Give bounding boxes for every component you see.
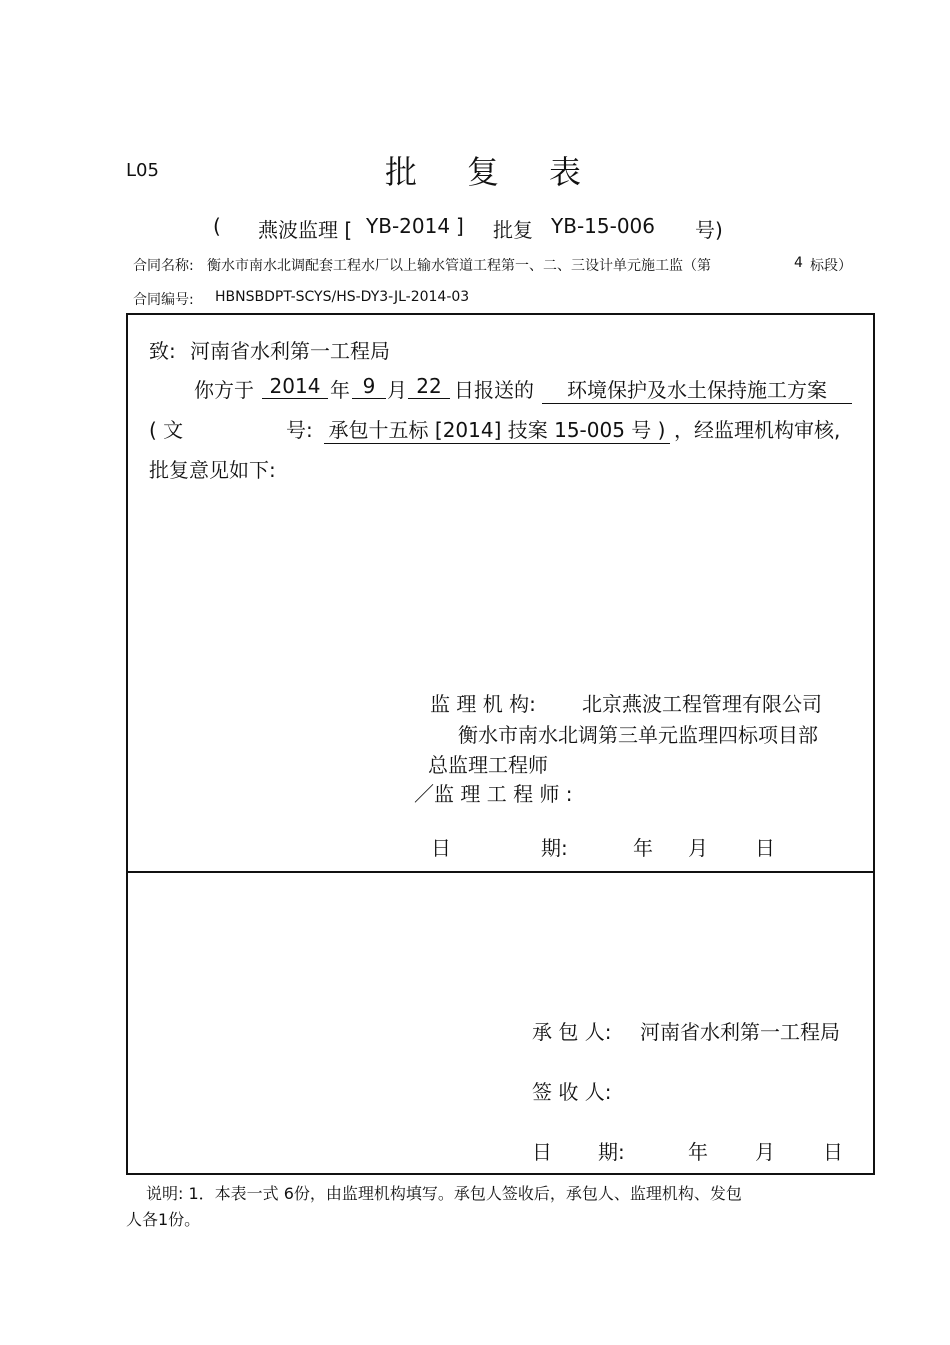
section-divider <box>128 871 873 873</box>
supervisor-date-label: 日 <box>431 836 451 860</box>
contract-no-value: HBNSBDPT-SCYS/HS-DY3-JL-2014-03 <box>215 289 470 305</box>
ref-open: ( <box>213 214 221 238</box>
ref-number: YB-15-006 <box>551 214 655 238</box>
doc-open: ( 文 <box>149 418 184 442</box>
subject-value: 环境保护及水土保持施工方案 <box>542 374 852 404</box>
day-submitted-text: 日报送的 <box>454 378 534 402</box>
submit-day: 22 <box>408 374 450 399</box>
title-char-2: 复 <box>467 153 500 191</box>
contractor-label: 承 包 人: <box>532 1020 612 1044</box>
receiver-label: 签 收 人: <box>532 1080 612 1104</box>
supervisor-month-label: 月 <box>688 836 708 860</box>
submit-month: 9 <box>352 374 386 399</box>
contractor-date-label-2: 期: <box>598 1140 625 1164</box>
supervising-engineer-label: ／监 理 工 程 师 : <box>414 782 573 806</box>
ref-year-code: YB-2014 <box>366 214 451 238</box>
review-text: ，经监理机构审核, <box>674 418 841 442</box>
contractor-month-label: 月 <box>755 1140 775 1164</box>
note-line-1: 说明: 1．本表一式 6份，由监理机构填写。承包人签收后，承包人、监理机构、发包 <box>146 1184 742 1203</box>
ref-org: 燕波监理 [ <box>258 218 353 242</box>
doc-number: 承包十五标 [2014] 技案 15-005 号 ) <box>324 414 670 444</box>
contractor-year-label: 年 <box>688 1140 708 1164</box>
chief-engineer-label: 总监理工程师 <box>428 753 548 777</box>
ref-type: 批复 <box>493 218 533 242</box>
supervisor-date-label-2: 期: <box>541 836 568 860</box>
you-on-text: 你方于 <box>194 378 254 402</box>
title-char-1: 批 <box>385 153 418 191</box>
contractor-value: 河南省水利第一工程局 <box>640 1020 840 1044</box>
contract-section-suffix: 标段） <box>810 258 852 274</box>
supervisor-year-label: 年 <box>633 836 653 860</box>
contractor-day-label: 日 <box>823 1140 843 1164</box>
month-unit: 月 <box>387 378 407 402</box>
contract-name-value: 衡水市南水北调配套工程水厂以上输水管道工程第一、二、三设计单元施工监（第 <box>207 258 711 274</box>
supervisor-day-label: 日 <box>755 836 775 860</box>
supervisor-org-label: 监 理 机 构: <box>430 692 536 716</box>
title-char-3: 表 <box>549 153 582 191</box>
supervisor-org-value: 北京燕波工程管理有限公司 <box>582 692 822 716</box>
doc-label: 号: <box>286 418 313 442</box>
supervisor-dept: 衡水市南水北调第三单元监理四标项目部 <box>458 723 818 747</box>
contractor-date-label: 日 <box>532 1140 552 1164</box>
document-title <box>385 147 631 193</box>
year-unit: 年 <box>330 378 350 402</box>
approval-form-box <box>126 313 875 1175</box>
form-code: L05 <box>126 160 159 181</box>
contract-no-label: 合同编号: <box>133 292 194 308</box>
to-value: 河南省水利第一工程局 <box>190 339 390 363</box>
contract-name-label: 合同名称: <box>133 258 194 274</box>
opinion-text: 批复意见如下: <box>149 458 276 482</box>
note-line-2: 人各1份。 <box>126 1210 201 1229</box>
to-label: 致: <box>149 339 176 363</box>
contract-section-number: 4 <box>794 255 803 271</box>
ref-close-bracket: ] <box>456 214 464 238</box>
submit-year: 2014 <box>262 374 328 399</box>
ref-suffix: 号) <box>695 218 723 242</box>
